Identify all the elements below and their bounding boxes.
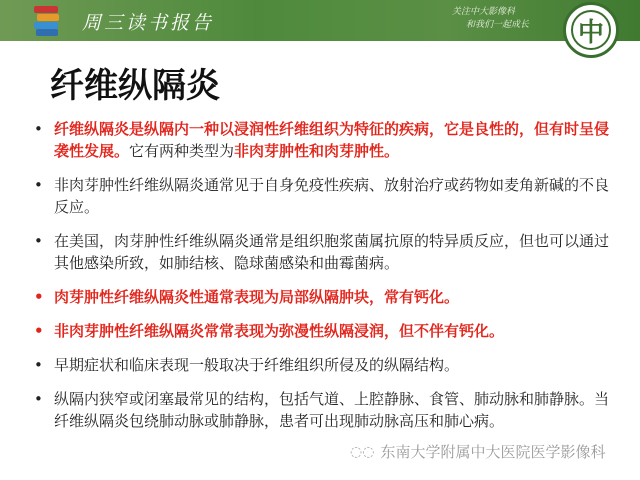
bullet-text-red: 纤维纵隔炎是纵隔内一种以浸润性纤维组织为特征的疾病，它是良性的，但有时呈侵袭性发展。: [54, 120, 610, 160]
bullet-item: • 在美国，肉芽肿性纤维纵隔炎通常是组织胞浆菌属抗原的特异质反应，但也可以通过其他感染所致，如肺结核、隐球菌感染和曲霉菌病。: [28, 230, 618, 274]
slide-title: 纤维纵隔炎: [50, 66, 220, 106]
header-title: 周三读书报告: [82, 12, 215, 34]
bullet-item: • 肉芽肿性纤维纵隔炎性通常表现为局部纵隔肿块，常有钙化。: [28, 286, 618, 308]
bullet-item: • 纵隔内狭窄或闭塞最常见的结构，包括气道、上腔静脉、食管、肺动脉和肺静脉。当纤维纵隔炎包绕肺动脉或肺静脉，患者可出现肺动脉高压和肺心病。: [28, 388, 618, 432]
bullet-item: [28, 118, 618, 162]
books-logo-icon: [34, 4, 60, 36]
seal-char: 中: [571, 10, 611, 50]
header-slogan: [452, 6, 529, 32]
bullet-list: [28, 118, 618, 444]
wechat-icon: ◌◌: [350, 443, 375, 460]
bullet-item: • 早期症状和临床表现一般取决于纤维组织所侵及的纵隔结构。: [28, 354, 618, 376]
header-banner: [0, 0, 640, 41]
watermark-text: 东南大学附属中大医院医学影像科: [380, 443, 606, 461]
bullet-item: • 非肉芽肿性纤维纵隔炎通常见于自身免疫性疾病、放射治疗或药物如麦角新碱的不良反应。: [28, 174, 618, 218]
watermark: [350, 441, 605, 462]
hospital-seal-logo: [563, 2, 619, 58]
bullet-text-red: 非肉芽肿性和肉芽肿性。: [234, 142, 400, 160]
slogan-line-1: 关注中大影像科: [452, 7, 516, 17]
bullet-item: • 非肉芽肿性纤维纵隔炎常常表现为弥漫性纵隔浸润，但不伴有钙化。: [28, 320, 618, 342]
slogan-line-2: 和我们一起成长: [466, 20, 530, 30]
bullet-text: 它有两种类型为: [129, 142, 235, 160]
